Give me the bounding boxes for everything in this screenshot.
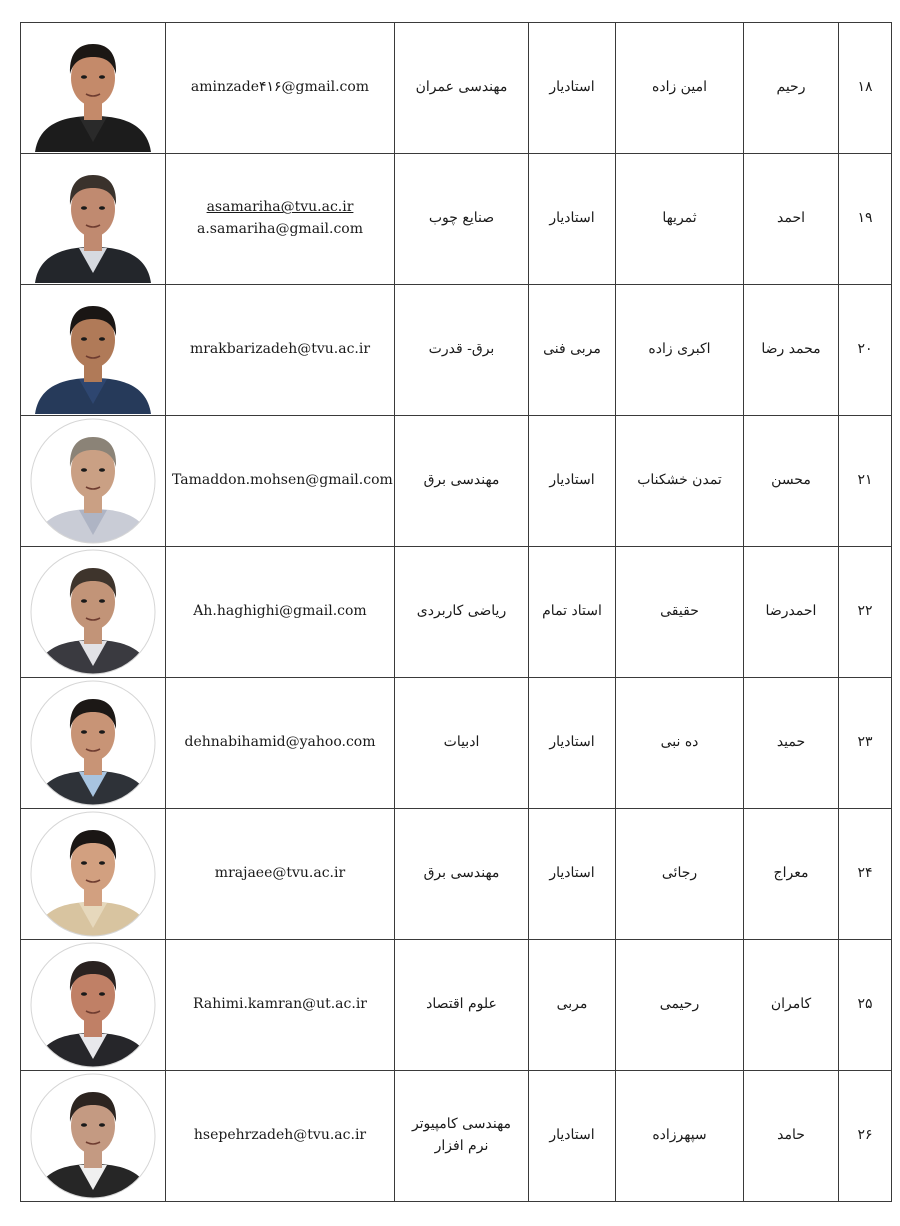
photo-cell [21,416,166,547]
row-number-cell: ۲۰ [839,285,892,416]
last-name-cell: رجائی [616,809,744,940]
email-link[interactable]: asamariha@tvu.ac.ir [206,199,354,216]
email-link[interactable]: Ah.haghighi@gmail.com [193,603,367,620]
faculty-photo [29,810,157,938]
last-name-cell: رحیمی [616,940,744,1071]
rank-cell: مربی [529,940,616,1071]
first-name-cell: حامد [744,1071,839,1202]
table-row [21,940,892,1071]
rank-cell: مربی فنی [529,285,616,416]
email-link[interactable]: dehnabihamid@yahoo.com [184,734,376,751]
last-name-cell: ثمریها [616,154,744,285]
email-cell [166,678,395,809]
faculty-photo [29,286,157,414]
faculty-photo [29,155,157,283]
email-cell [166,285,395,416]
table-row [21,809,892,940]
rank-cell: استادیار [529,1071,616,1202]
email-cell [166,23,395,154]
faculty-photo [29,941,157,1069]
rank-cell: استاد تمام [529,547,616,678]
row-number-cell: ۲۲ [839,547,892,678]
email-secondary[interactable]: a.samariha@gmail.com [196,221,364,237]
email-link[interactable]: mrajaee@tvu.ac.ir [214,865,346,882]
table-row [21,154,892,285]
field-cell: مهندسی کامپیوتر نرم افزار [395,1071,529,1202]
last-name-cell: امین زاده [616,23,744,154]
rank-cell: استادیار [529,23,616,154]
faculty-photo [29,1072,157,1200]
email-link[interactable]: hsepehrzadeh@tvu.ac.ir [193,1127,367,1144]
photo-cell [21,547,166,678]
rank-cell: استادیار [529,416,616,547]
email-cell [166,940,395,1071]
field-cell: ادبیات [395,678,529,809]
last-name-cell: اکبری زاده [616,285,744,416]
photo-cell [21,23,166,154]
field-cell: برق- قدرت [395,285,529,416]
table-row [21,678,892,809]
faculty-photo [29,679,157,807]
row-number-cell: ۱۸ [839,23,892,154]
row-number-cell: ۲۱ [839,416,892,547]
last-name-cell: حقیقی [616,547,744,678]
first-name-cell: احمدرضا [744,547,839,678]
last-name-cell: ده نبی [616,678,744,809]
last-name-cell: تمدن خشکناب [616,416,744,547]
field-cell: مهندسی عمران [395,23,529,154]
field-cell: ریاضی کاربردی [395,547,529,678]
rank-cell: استادیار [529,154,616,285]
row-number-cell: ۲۶ [839,1071,892,1202]
email-cell [166,416,395,547]
photo-cell [21,154,166,285]
email-cell [166,547,395,678]
photo-cell [21,809,166,940]
table-row [21,547,892,678]
email-cell [166,809,395,940]
field-cell: مهندسی برق [395,809,529,940]
email-cell [166,1071,395,1202]
email-link[interactable]: mrakbarizadeh@tvu.ac.ir [189,341,371,358]
table-row [21,23,892,154]
email-link[interactable]: Rahimi.kamran@ut.ac.ir [193,996,367,1013]
first-name-cell: رحیم [744,23,839,154]
first-name-cell: کامران [744,940,839,1071]
row-number-cell: ۲۴ [839,809,892,940]
field-cell: صنایع چوب [395,154,529,285]
table-row [21,416,892,547]
photo-cell [21,285,166,416]
email-cell [166,154,395,285]
photo-cell [21,678,166,809]
rank-cell: استادیار [529,678,616,809]
faculty-photo [29,24,157,152]
rank-cell: استادیار [529,809,616,940]
field-cell: علوم اقتصاد [395,940,529,1071]
table-row [21,1071,892,1202]
photo-cell [21,1071,166,1202]
first-name-cell: محمد رضا [744,285,839,416]
first-name-cell: محسن [744,416,839,547]
row-number-cell: ۱۹ [839,154,892,285]
email-link[interactable]: Tamaddon.mohsen@gmail.com [172,472,393,489]
faculty-table [20,22,892,1202]
faculty-photo [29,548,157,676]
faculty-photo [29,417,157,545]
row-number-cell: ۲۵ [839,940,892,1071]
last-name-cell: سپهرزاده [616,1071,744,1202]
first-name-cell: معراج [744,809,839,940]
first-name-cell: احمد [744,154,839,285]
photo-cell [21,940,166,1071]
email-link[interactable]: aminzade۴۱۶@gmail.com [190,79,370,96]
first-name-cell: حمید [744,678,839,809]
row-number-cell: ۲۳ [839,678,892,809]
field-cell: مهندسی برق [395,416,529,547]
table-row [21,285,892,416]
